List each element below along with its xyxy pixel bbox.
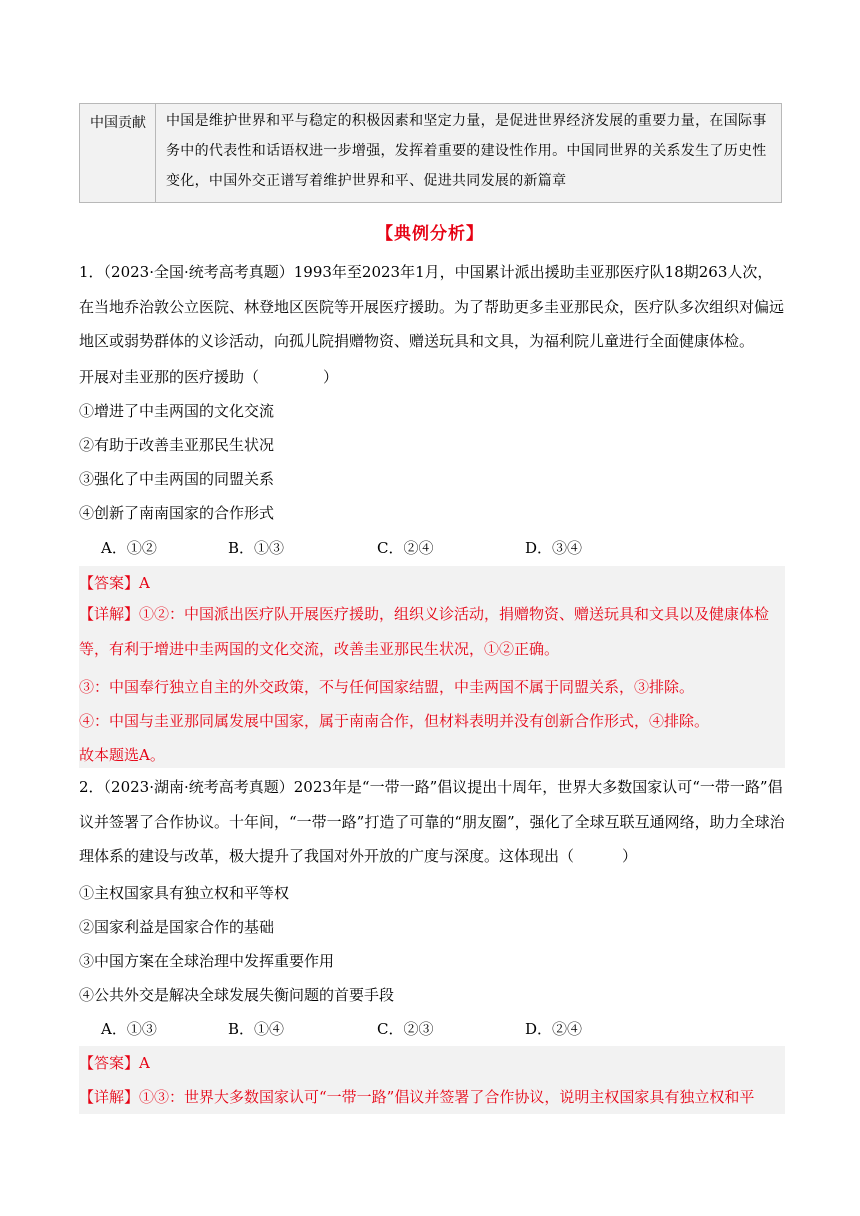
- q1-option-a: A．①②: [101, 539, 157, 557]
- q2-item-3: ③中国方案在全球治理中发挥重要作用: [79, 952, 335, 970]
- q2-item-1: ①主权国家具有独立权和平等权: [79, 884, 290, 902]
- q2-answer: 【答案】A: [79, 1054, 150, 1072]
- q2-option-b: B．①④: [228, 1020, 285, 1038]
- q1-detail-label: 【详解】: [79, 605, 140, 623]
- q2-answer-box: [79, 1046, 785, 1114]
- q1-item-2: ②有助于改善圭亚那民生状况: [79, 436, 275, 454]
- q1-ask: 开展对圭亚那的医疗援助（ ）: [79, 368, 339, 386]
- table-head-cell: 中国贡献: [80, 104, 156, 202]
- q1-item-3: ③强化了中圭两国的同盟关系: [79, 470, 275, 488]
- q1-detail-1: 【详解】①②：中国派出医疗队开展医疗援助，组织义诊活动，捐赠物资、赠送玩具和文具以及健康体检等，有利于增进中圭两国的文化交流，改善圭亚那民生状况，①②正确。: [79, 605, 770, 658]
- q1-option-d: D．③④: [525, 539, 583, 557]
- q1-answer-box: [79, 566, 785, 768]
- q1-option-c: C．②④: [377, 539, 434, 557]
- q1-detail-3: ④：中国与圭亚那同属发展中国家，属于南南合作，但材料表明并没有创新合作形式，④排除。: [79, 712, 710, 730]
- summary-table: [79, 103, 782, 203]
- q2-item-4: ④公共外交是解决全球发展失衡问题的首要手段: [79, 986, 395, 1004]
- q2-detail-label: 【详解】: [79, 1088, 140, 1106]
- q1-item-4: ④创新了南南国家的合作形式: [79, 504, 275, 522]
- q1-detail-2: ③：中国奉行独立自主的外交政策，不与任何国家结盟，中圭两国不属于同盟关系，③排除。: [79, 678, 695, 696]
- q1-stem: 1．（2023·全国·统考高考真题）1993年至2023年1月，中国累计派出援助圭亚那医疗队18期263人次，在当地乔治敦公立医院、林登地区医院等开展医疗援助。为了帮助更多圭亚那民众，医疗队多次组织对偏远地区或弱势群体的义诊活动，向孤儿院捐赠物资、赠送玩具和文具，为福利院儿童进行全面健康体检。: [79, 263, 785, 350]
- q2-option-a: A．①③: [101, 1020, 157, 1038]
- q2-stem: 2．（2023·湖南·统考高考真题）2023年是“一带一路”倡议提出十周年，世界大多数国家认可“一带一路”倡议并签署了合作协议。十年间，“一带一路”打造了可靠的“朋友圈”，强化了全球互联互通网络，助力全球治理体系的建设与改革，极大提升了我国对外开放的广度与深度。这体现出（ ）: [79, 778, 785, 865]
- q2-item-2: ②国家利益是国家合作的基础: [79, 918, 275, 936]
- q2-detail-1: 【详解】①③：世界大多数国家认可“一带一路”倡议并签署了合作协议，说明主权国家具有独立权和平: [79, 1088, 755, 1106]
- section-title: 【典例分析】: [376, 224, 484, 244]
- q1-conclusion: 故本题选A。: [79, 746, 165, 764]
- q2-option-d: D．②④: [525, 1020, 583, 1038]
- q2-option-c: C．②③: [377, 1020, 434, 1038]
- q1-item-1: ①增进了中圭两国的文化交流: [79, 402, 275, 420]
- q1-option-b: B．①③: [228, 539, 285, 557]
- table-body-cell: 中国是维护世界和平与稳定的积极因素和坚定力量，是促进世界经济发展的重要力量，在国际事务中的代表性和话语权进一步增强，发挥着重要的建设性作用。中国同世界的关系发生了历史性变化，中国外交正谱写着维护世界和平、促进共同发展的新篇章: [166, 113, 767, 189]
- q1-answer: 【答案】A: [79, 574, 150, 592]
